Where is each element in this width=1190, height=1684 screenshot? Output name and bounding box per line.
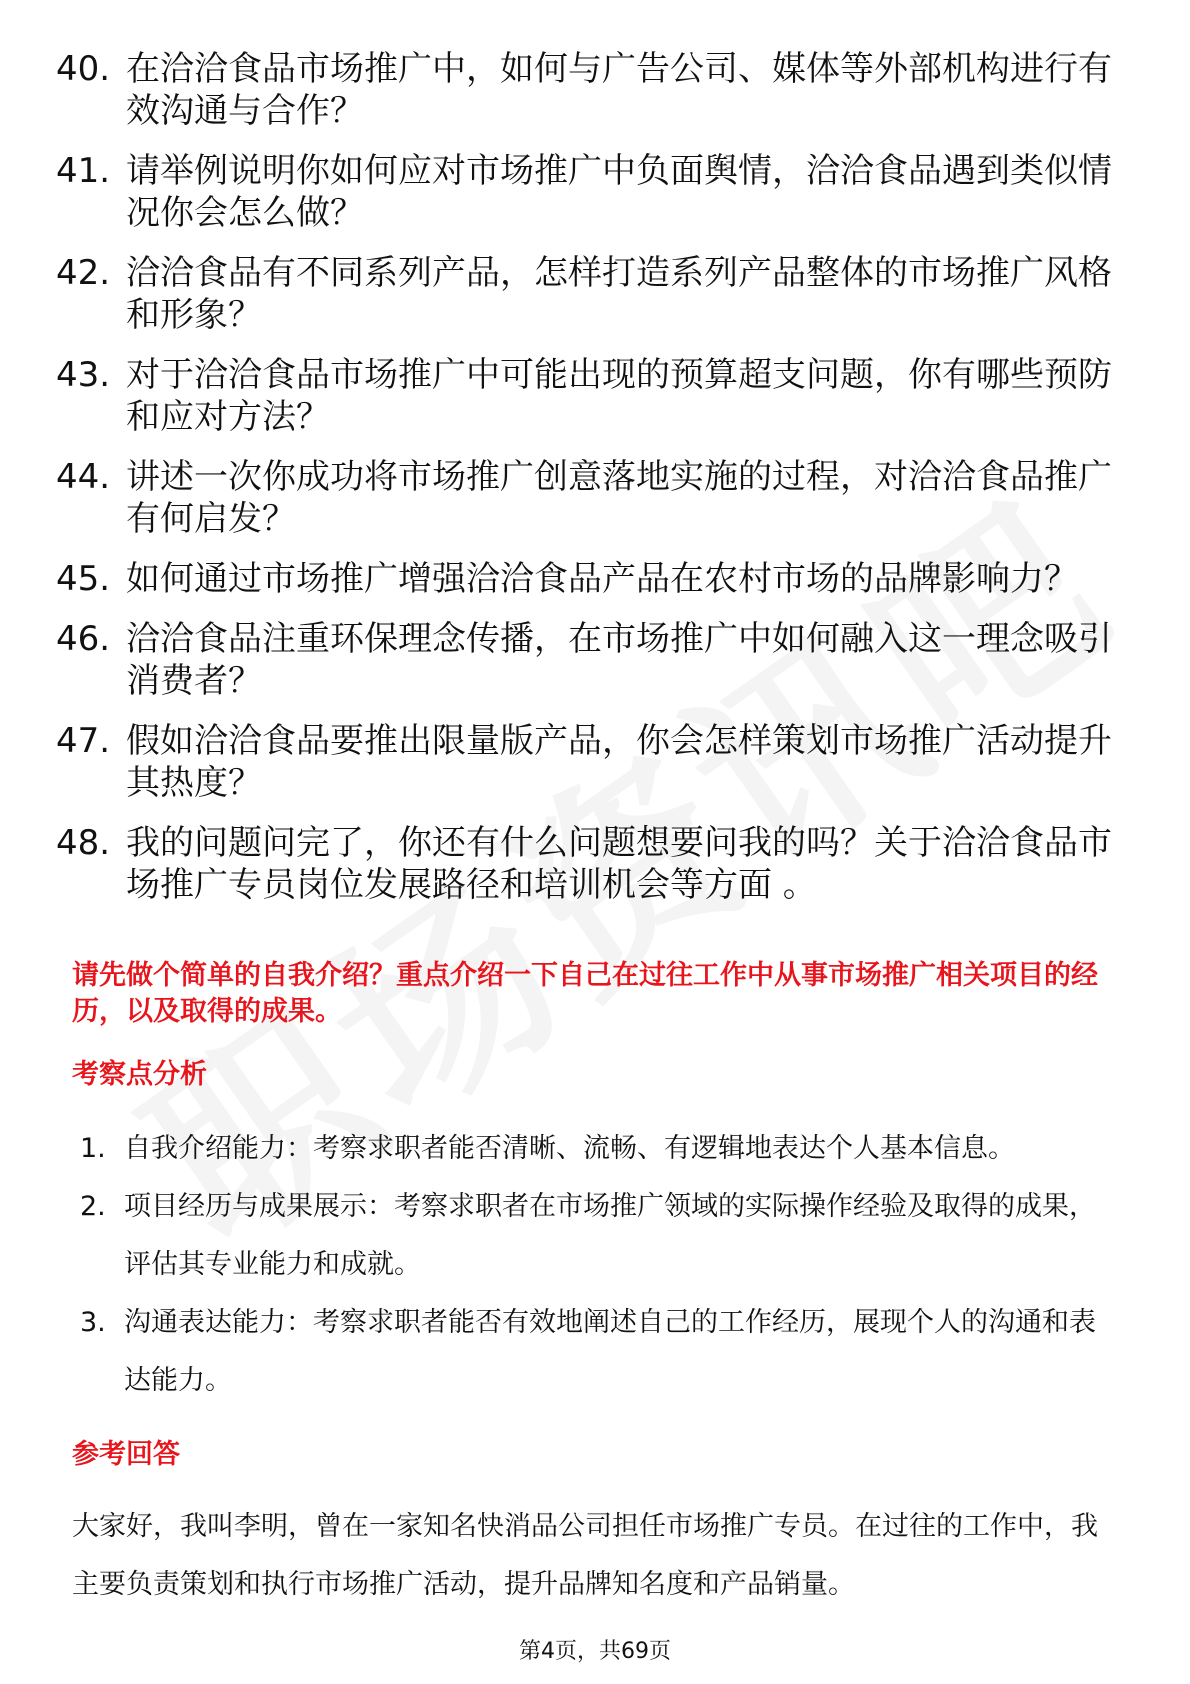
analysis-item bbox=[80, 1120, 1120, 1178]
question-item bbox=[56, 720, 1116, 804]
question-text: 对于洽洽食品市场推广中可能出现的预算超支问题，你有哪些预防和应对方法？ bbox=[126, 355, 1112, 437]
analysis-text: 沟通表达能力：考察求职者能否有效地阐述自己的工作经历，展现个人的沟通和表达能力。 bbox=[124, 1307, 1096, 1396]
question-text: 洽洽食品注重环保理念传播，在市场推广中如何融入这一理念吸引消费者？ bbox=[126, 619, 1112, 701]
analysis-list bbox=[80, 1120, 1120, 1410]
question-text: 洽洽食品有不同系列产品，怎样打造系列产品整体的市场推广风格和形象？ bbox=[126, 253, 1112, 335]
analysis-number: 1. bbox=[80, 1133, 106, 1164]
question-item bbox=[56, 48, 1116, 132]
question-number: 46. bbox=[56, 619, 111, 659]
question-text: 我的问题问完了，你还有什么问题想要问我的吗？关于洽洽食品市场推广专员岗位发展路径和培训机会等方面 。 bbox=[126, 823, 1112, 905]
question-number: 47. bbox=[56, 721, 111, 761]
analysis-text: 项目经历与成果展示：考察求职者在市场推广领域的实际操作经验及取得的成果，评估其专业能力和成就。 bbox=[124, 1191, 1096, 1280]
question-text: 讲述一次你成功将市场推广创意落地实施的过程，对洽洽食品推广有何启发？ bbox=[126, 457, 1112, 539]
question-item bbox=[56, 456, 1116, 540]
page-footer: 第4页，共69页 bbox=[519, 1639, 671, 1664]
question-number: 45. bbox=[56, 559, 111, 599]
highlight-question: 请先做个简单的自我介绍？重点介绍一下自己在过往工作中从事市场推广相关项目的经历，以及取得的成果。 bbox=[72, 960, 1098, 1027]
question-number: 40. bbox=[56, 49, 111, 89]
analysis-item bbox=[80, 1294, 1120, 1410]
question-item bbox=[56, 150, 1116, 234]
question-item bbox=[56, 822, 1116, 906]
reference-title: 参考回答 bbox=[72, 1439, 180, 1470]
question-number: 42. bbox=[56, 253, 111, 293]
question-text: 如何通过市场推广增强洽洽食品产品在农村市场的品牌影响力？ bbox=[126, 559, 1078, 599]
analysis-title: 考察点分析 bbox=[72, 1059, 207, 1090]
question-number: 43. bbox=[56, 355, 111, 395]
analysis-number: 2. bbox=[80, 1191, 106, 1222]
question-item bbox=[56, 354, 1116, 438]
question-text: 在洽洽食品市场推广中，如何与广告公司、媒体等外部机构进行有效沟通与合作？ bbox=[126, 49, 1112, 131]
reference-answer: 大家好，我叫李明，曾在一家知名快消品公司担任市场推广专员。在过往的工作中，我主要负责策划和执行市场推广活动，提升品牌知名度和产品销量。 bbox=[72, 1511, 1098, 1600]
question-item bbox=[56, 558, 1116, 600]
question-item bbox=[56, 252, 1116, 336]
question-number: 44. bbox=[56, 457, 111, 497]
analysis-number: 3. bbox=[80, 1307, 106, 1338]
analysis-item bbox=[80, 1178, 1120, 1294]
question-item bbox=[56, 618, 1116, 702]
question-number: 41. bbox=[56, 151, 111, 191]
question-number: 48. bbox=[56, 823, 111, 863]
analysis-text: 自我介绍能力：考察求职者能否清晰、流畅、有逻辑地表达个人基本信息。 bbox=[124, 1133, 1015, 1164]
question-text: 请举例说明你如何应对市场推广中负面舆情，洽洽食品遇到类似情况你会怎么做？ bbox=[126, 151, 1112, 233]
question-text: 假如洽洽食品要推出限量版产品，你会怎样策划市场推广活动提升其热度？ bbox=[126, 721, 1112, 803]
question-list bbox=[56, 48, 1116, 924]
